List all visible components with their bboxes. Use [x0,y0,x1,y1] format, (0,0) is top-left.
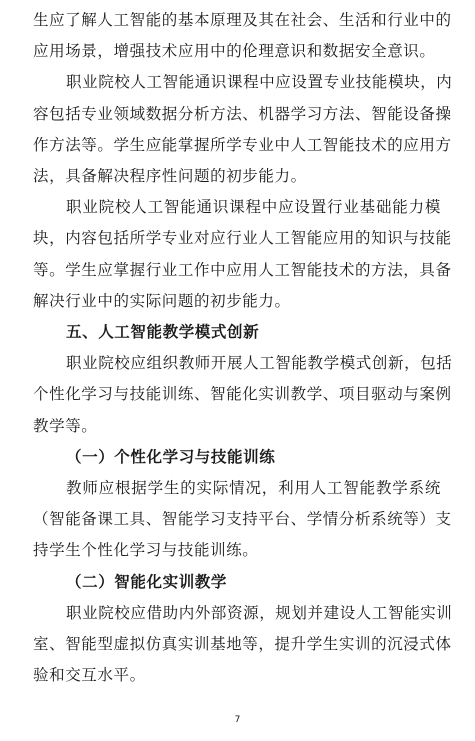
paragraph-line: 应用场景，增强技术应用中的伦理意识和数据安全意识。 [33,42,436,61]
paragraph-line: 持学生个性化学习与技能训练。 [33,541,259,560]
paragraph-line: 职业院校人工智能通识课程中应设置行业基础能力模 [66,198,441,217]
paragraph-line: 室、智能型虚拟仿真实训基地等，提升学生实训的沉浸式体 [33,635,452,653]
paragraph-line: 教学等。 [33,416,98,435]
paragraph-line: 容包括专业领域数据分析方法、机器学习方法、智能设备操 [33,104,452,123]
page-number: 7 [234,715,241,725]
subsection-heading: （二）智能化实训教学 [66,572,228,591]
paragraph-line: 个性化学习与技能训练、智能化实训教学、项目驱动与案例 [33,385,452,404]
section-heading: 五、人工智能教学模式创新 [66,323,260,341]
paragraph-line: 职业院校人工智能通识课程中应设置专业技能模块，内 [66,73,453,92]
paragraph-line: 职业院校应组织教师开展人工智能教学模式创新，包括 [66,354,453,373]
paragraph-line: （智能备课工具、智能学习支持平台、学情分析系统等）支 [33,510,452,529]
paragraph-line: 教师应根据学生的实际情况，利用人工智能教学系统 [66,479,441,497]
paragraph-line: 块，内容包括所学专业对应行业人工智能应用的知识与技能 [33,229,452,248]
paragraph-line: 法，具备解决程序性问题的初步能力。 [33,167,307,185]
subsection-heading: （一）个性化学习与技能训练 [66,447,276,466]
paragraph-line: 职业院校应借助内外部资源，规划并建设人工智能实训 [66,603,453,622]
paragraph-line: 等。学生应掌握行业工作中应用人工智能技术的方法，具备 [33,260,452,279]
paragraph-line: 验和交互水平。 [33,666,146,685]
paragraph-line: 解决行业中的实际问题的初步能力。 [33,291,291,310]
paragraph-line: 生应了解人工智能的基本原理及其在社会、生活和行业中的 [33,11,452,29]
paragraph-line: 作方法等。学生应能掌握所学专业中人工智能技术的应用方 [33,135,452,154]
